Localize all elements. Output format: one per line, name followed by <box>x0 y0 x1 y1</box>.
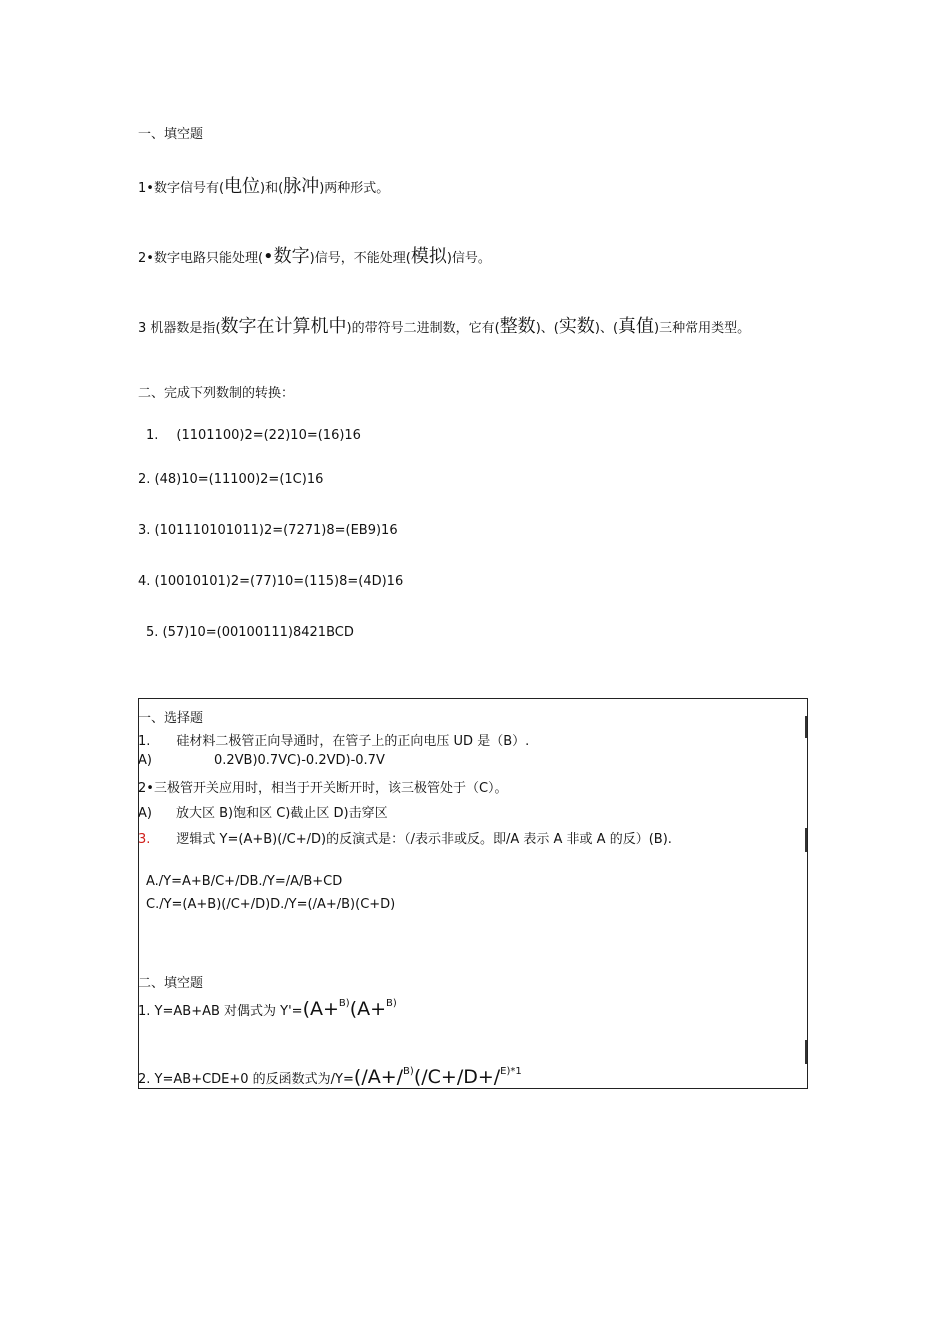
q3-end: 三种常用类型。 <box>659 321 751 336</box>
box-heading-choice: 一、选择题 <box>138 711 204 726</box>
conversion-item-5: 5. (57)10=(00100111)8421BCD <box>146 625 354 640</box>
choice-question-3: 3. 逻辑式 Y=(A+B)(/C+/D)的反演式是：（/表示非或反。即/A 表示 A 非或 A 的反）(B). <box>138 832 672 847</box>
fill-question-3: 3 机器数是指(数字在计算机中)的带符号二进制数，它有(整数)、(实数)、(真值)三种常用类型。 <box>138 316 751 337</box>
fill-box-question-2: 2. Y=AB+CDE+0 的反函数式为/Y=(/A+/$^{B)}$(/C+/D+/$^{E)*1}$ <box>138 1066 522 1088</box>
conversion-item-3: 3. (101110101011)2=(7271)8=(EB9)16 <box>138 523 398 538</box>
fill-question-1: 1•数字信号有(电位)和(脉冲)两种形式。 <box>138 176 390 197</box>
conversion-item-4: 4. (10010101)2=(77)10=(115)8=(4D)16 <box>138 574 404 589</box>
q1-number: 1• <box>138 181 154 196</box>
q2-number: 2• <box>138 251 154 266</box>
choice-question-2-options: A) 放大区 B)饱和区 C)截止区 D)击穿区 <box>138 806 388 821</box>
choice-question-1-options: A) 0.2VB)0.7VC)-0.2VD)-0.7V <box>138 753 385 768</box>
inverse-answer: (/A+/$^{B)}$(/C+/D+/$^{E)*1}$ <box>353 1066 522 1088</box>
question-3-number: 3. <box>138 832 151 847</box>
q2-mid: 信号，不能处理 <box>314 251 406 266</box>
section2-heading: 二、完成下列数制的转换： <box>138 386 295 401</box>
q3-mid: 的带符号二进制数，它有 <box>351 321 495 336</box>
choice-question-3-option-cd: C./Y=(A+B)(/C+/D)D./Y=(/A+/B)(C+D) <box>146 897 396 912</box>
section1-heading: 一、填空题 <box>138 127 204 142</box>
q1-answer-2: 脉冲 <box>283 176 320 197</box>
box-heading-fill: 二、填空题 <box>138 976 204 991</box>
choice-question-2: 2•三极管开关应用时，相当于开关断开时，该三极管处于（C）。 <box>138 781 508 796</box>
q2-answer-1: •数字 <box>263 246 310 267</box>
q3-number: 3 <box>138 321 147 336</box>
box-edge-mark <box>805 828 807 852</box>
q1-mid: 和 <box>265 181 279 196</box>
q1-end: 两种形式。 <box>324 181 390 196</box>
q1-text: 数字信号有 <box>153 181 219 196</box>
q2-text: 数字电路只能处理 <box>153 251 258 266</box>
q3-answer-4: 真值 <box>618 316 655 337</box>
q3-answer-3: 实数 <box>558 316 595 337</box>
choice-question-3-option-ab: A./Y=A+B/C+/DB./Y=/A/B+CD <box>146 874 343 889</box>
conversion-item-2: 2. (48)10=(11100)2=(1C)16 <box>138 472 324 487</box>
fill-box-question-1: 1. Y=AB+AB 对偶式为 Y'=(A+$^{B)}$(A+$^{B)}$ <box>138 998 397 1020</box>
box-edge-mark <box>805 716 807 738</box>
q3-answer-1: 数字在计算机中 <box>220 316 347 337</box>
q2-end: 信号。 <box>451 251 491 266</box>
q3-text: 机器数是指 <box>150 321 216 336</box>
box-edge-mark <box>805 1040 807 1064</box>
q2-answer-2: 模拟 <box>410 246 447 267</box>
q1-answer-1: 电位 <box>224 176 261 197</box>
choice-question-1: 1. 硅材料二极管正向导通时，在管子上的正向电压 UD 是（B）. <box>138 734 530 749</box>
q3-answer-2: 整数 <box>499 316 536 337</box>
conversion-item-1: 1. (1101100)2=(22)10=(16)16 <box>146 428 361 443</box>
fill-question-2: 2•数字电路只能处理(•数字)信号，不能处理(模拟)信号。 <box>138 246 491 267</box>
dual-answer: (A+$^{B)}$(A+$^{B)}$ <box>302 998 397 1020</box>
